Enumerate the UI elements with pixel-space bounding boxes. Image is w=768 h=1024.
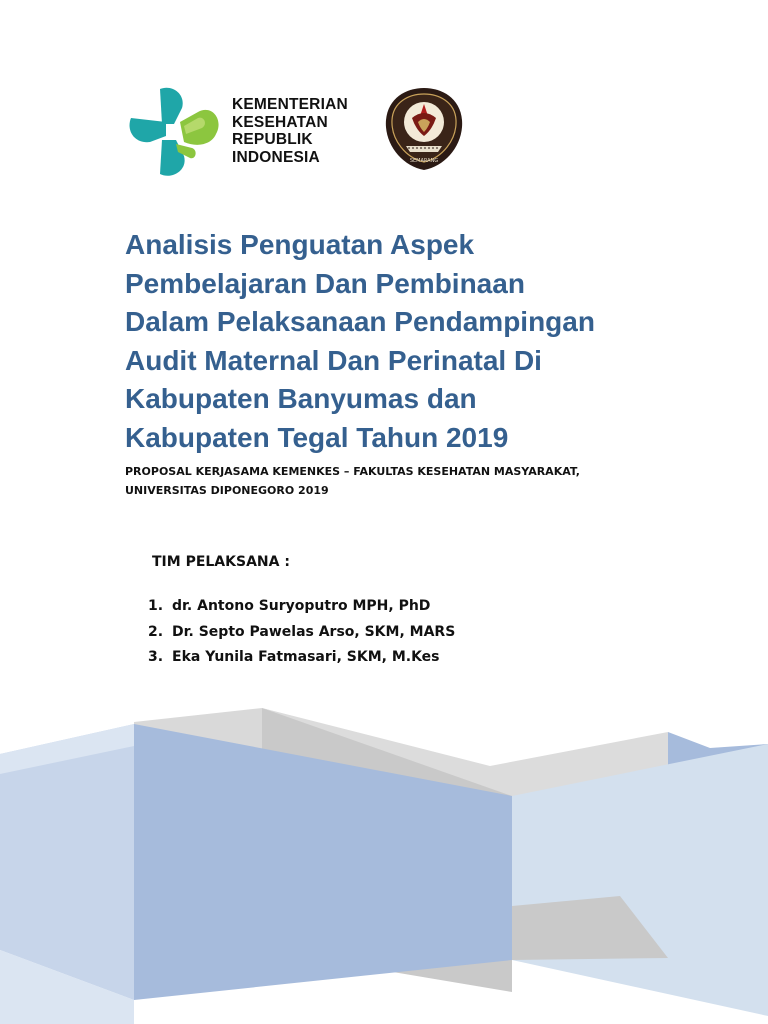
team-member [148,620,455,646]
member-name: Dr. Septo Pawelas Arso, SKM, MARS [172,623,456,640]
member-name: dr. Antono Suryoputro MPH, PhD [172,598,431,614]
team-member [148,594,455,620]
undip-emblem-icon [384,86,464,172]
document-subtitle [125,462,685,500]
title-line: Kabupaten Tegal Tahun 2019 [125,421,509,453]
title-line: Audit Maternal Dan Perinatal Di [125,344,542,376]
team-member-list [148,594,455,671]
kemenkes-cross-logo-icon [128,86,220,178]
kemenkes-wordmark [232,96,348,166]
team-member [148,645,455,671]
title-line: Pembelajaran Dan Pembinaan [125,267,525,299]
decorative-band [0,700,768,1024]
title-line: Kabupaten Banyumas dan [125,383,477,414]
kemenkes-line-4: INDONESIA [232,148,320,166]
member-name: Eka Yunila Fatmasari, SKM, M.Kes [172,649,440,665]
member-number: 1. [148,598,164,614]
member-number: 2. [148,623,164,640]
member-number: 3. [148,649,164,665]
title-line: Dalam Pelaksanaan Pendampingan [125,306,595,337]
document-title [125,226,725,457]
subtitle-line-2: UNIVERSITAS DIPONEGORO 2019 [125,484,329,497]
undip-city-label: SEMARANG [409,158,439,164]
title-line: Analisis Penguatan Aspek [125,229,475,260]
subtitle-line-1: PROPOSAL KERJASAMA KEMENKES – FAKULTAS KESEHATAN MASYARAKAT, [125,465,580,478]
kemenkes-line-2: KESEHATAN [232,113,328,131]
kemenkes-line-1: KEMENTERIAN [232,96,348,113]
kemenkes-line-3: REPUBLIK [232,131,313,148]
team-heading: TIM PELAKSANA : [152,554,290,570]
